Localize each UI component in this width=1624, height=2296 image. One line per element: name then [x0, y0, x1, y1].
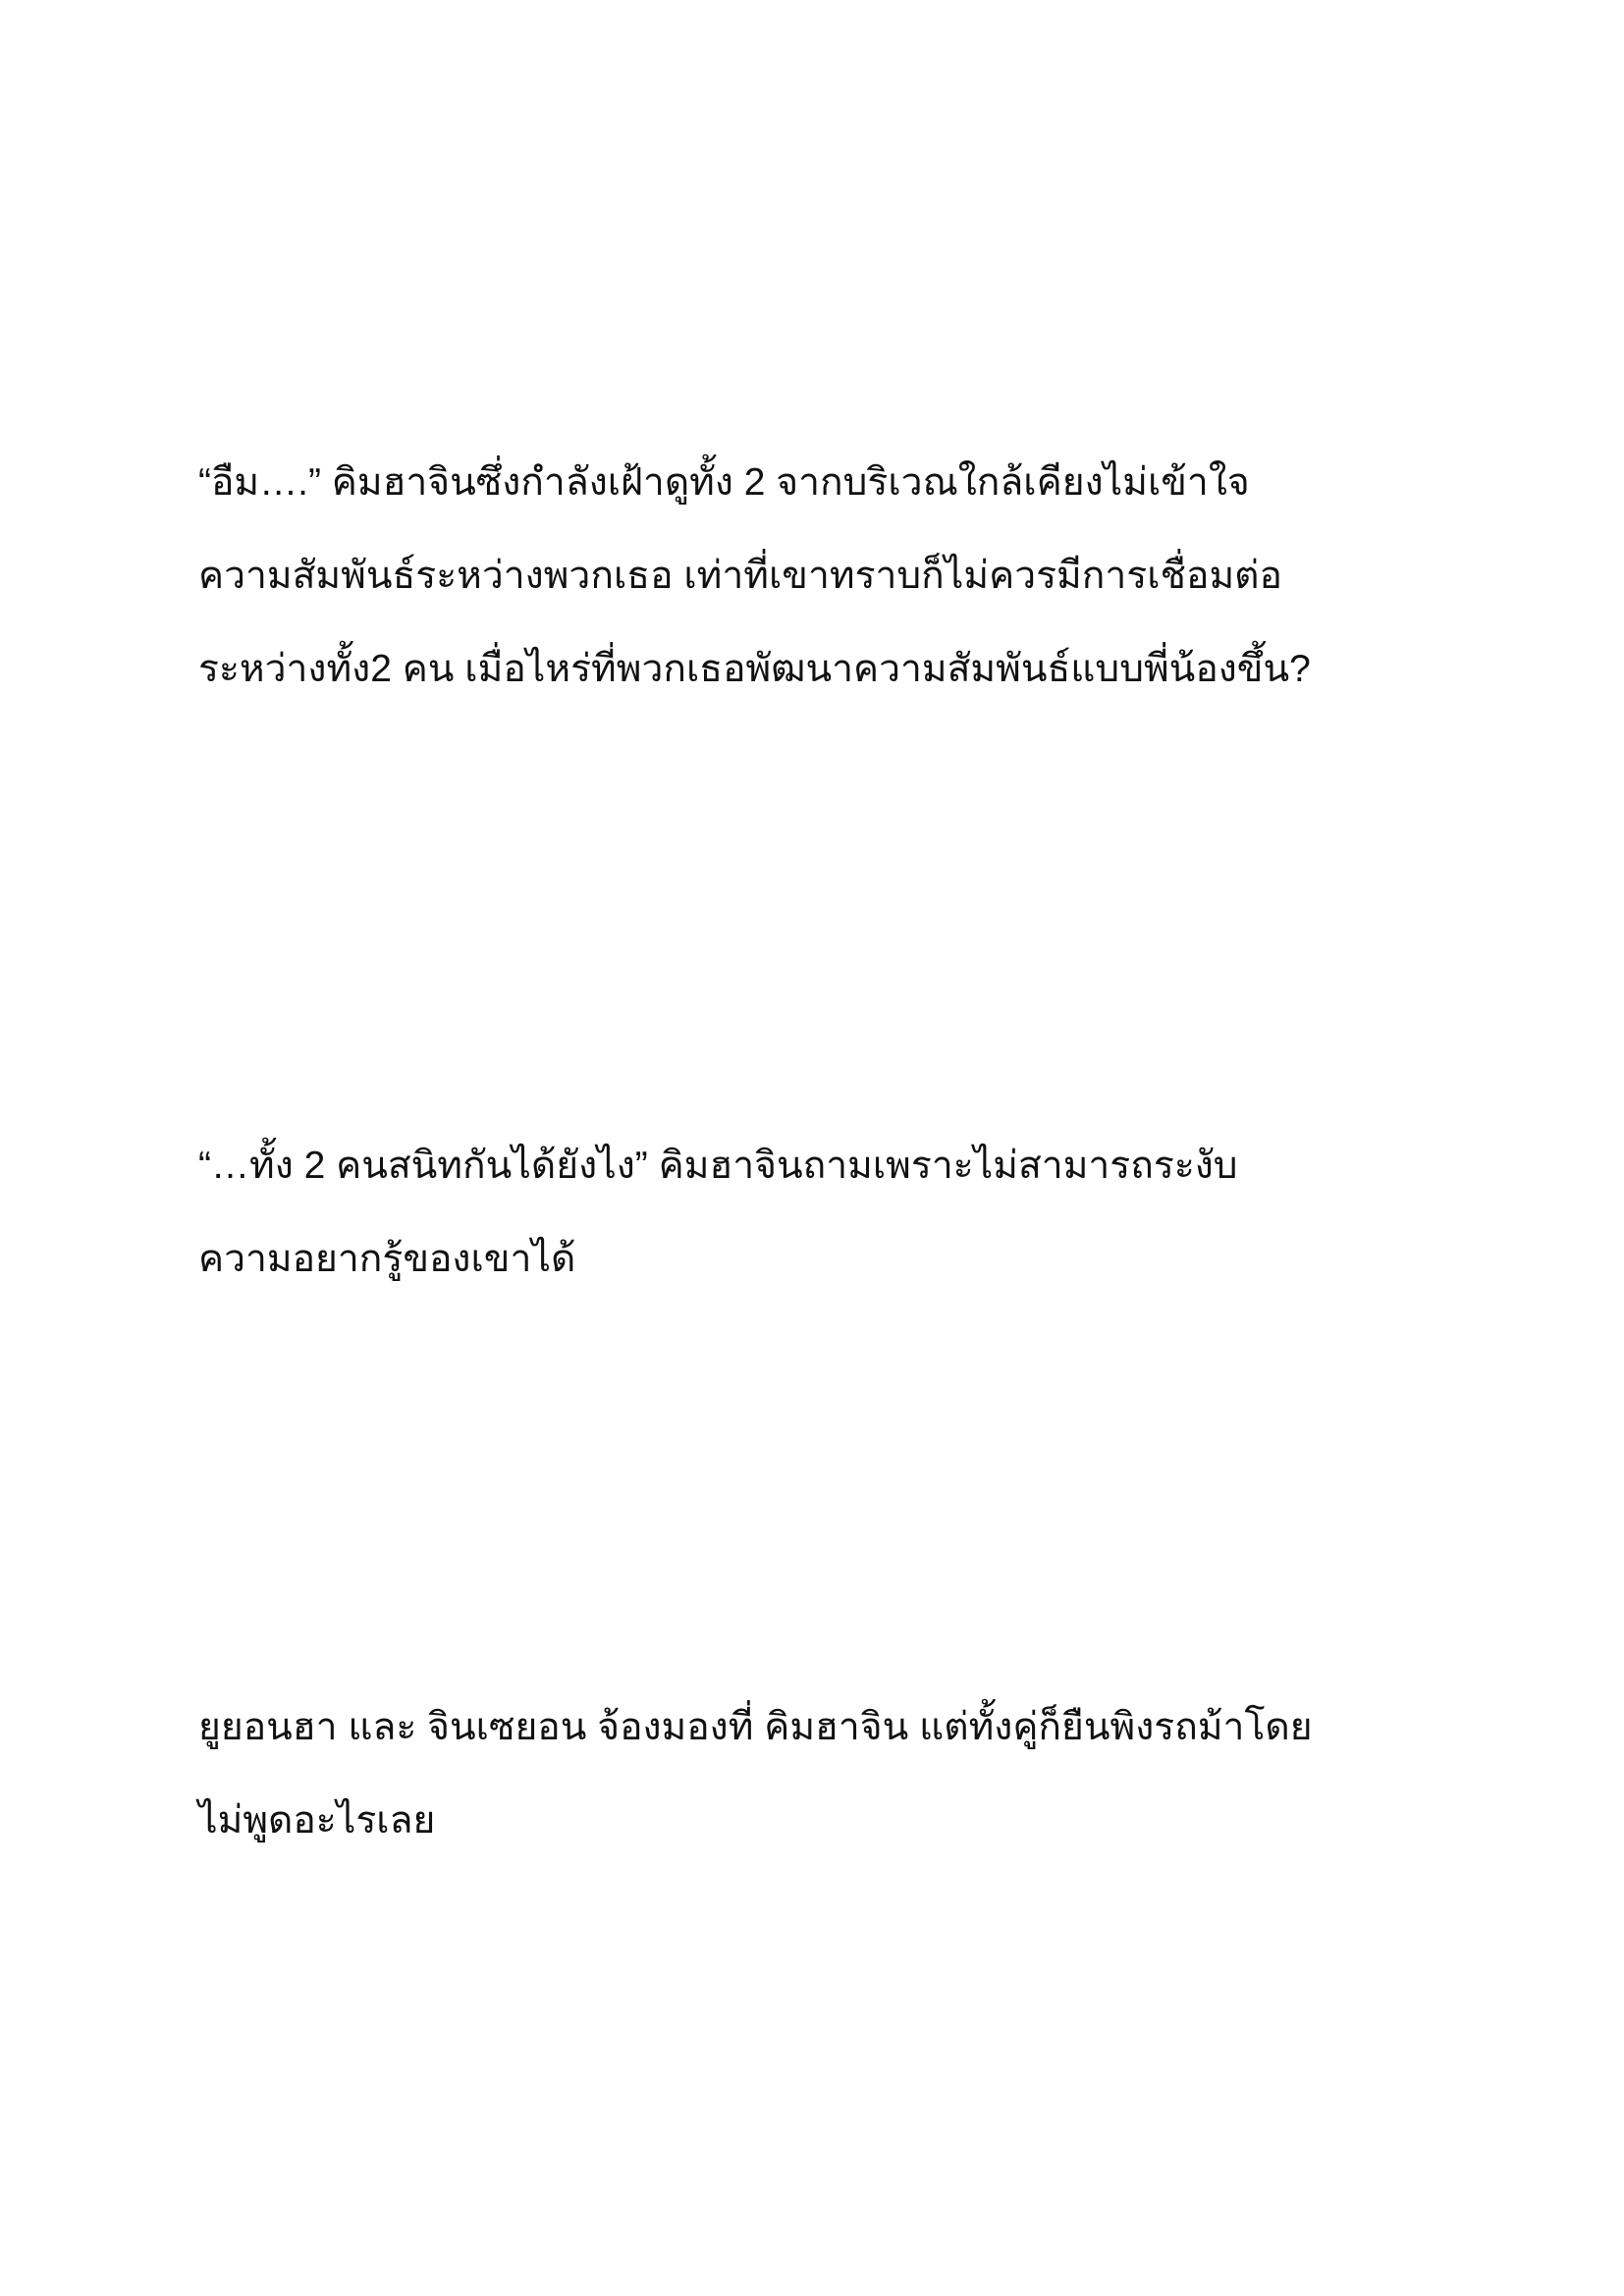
text-line: ยูยอนฮา และ จินเซยอน จ้องมองที่ คิมฮาจิน แต่ทั้งคู่ก็ยืนพิงรถม้าโดย: [198, 1706, 1313, 1748]
text-line: “…ทั้ง 2 คนสนิทกันได้ยังไง” คิมฮาจินถามเพราะไม่สามารถระงับ: [198, 1145, 1238, 1187]
text-line: “อืม….” คิมฮาจินซึ่งกำลังเฝ้าดูทั้ง 2 จากบริเวณใกล้เคียงไม่เข้าใจ: [198, 461, 1250, 504]
paragraph-reaction: [198, 1681, 1475, 1867]
paragraph-question: [198, 1119, 1475, 1306]
text-line: ความสัมพันธ์ระหว่างพวกเธอ เท่าที่เขาทราบก็ไม่ควรมีการเชื่อมต่อ: [198, 555, 1282, 597]
text-line: ไม่พูดอะไรเลย: [198, 1799, 436, 1842]
text-line: ความอยากรู้ของเขาได้: [198, 1238, 576, 1280]
paragraph-observation: [198, 436, 1475, 716]
text-line: ระหว่างทั้ง2 คน เมื่อไหร่ที่พวกเธอพัฒนาความสัมพันธ์แบบพี่น้องขึ้น?: [198, 648, 1311, 690]
